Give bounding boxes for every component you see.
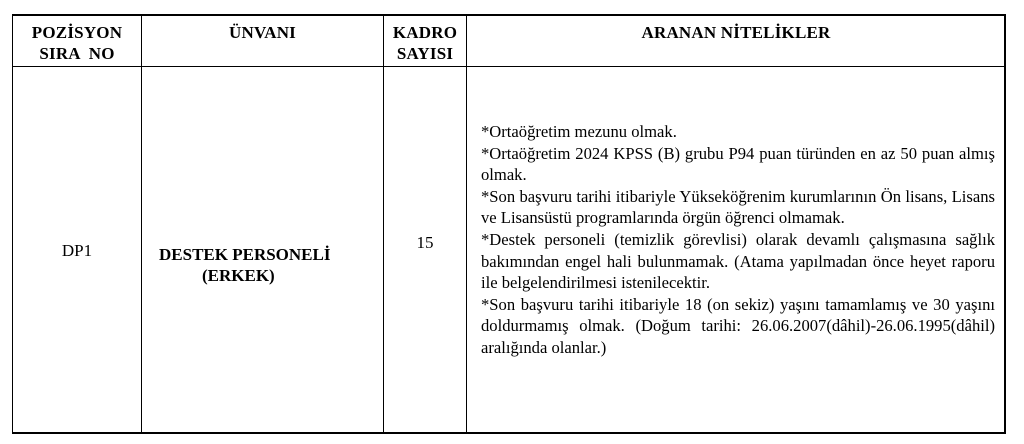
column-divider bbox=[383, 16, 384, 432]
header-title bbox=[142, 22, 383, 43]
qualification-item: *Son başvuru tarihi itibariyle Yükseköğrenim kurumlarının Ön lisans, Lisans ve Lisansüstü programlarında örgün öğrenci olmamak. bbox=[481, 186, 995, 228]
column-divider bbox=[466, 16, 467, 432]
header-count-line2: SAYISI bbox=[396, 44, 454, 63]
qualification-item: *Destek personeli (temizlik görevlisi) olarak devamlı çalışmasına sağlık bakımından engel hali bulunmamak. (Atama yapılmadan önce heyet raporu ile belgelendirilmesi istenilecektir. bbox=[481, 229, 995, 293]
header-count-line1: KADRO bbox=[392, 23, 458, 42]
header-divider bbox=[13, 66, 1004, 67]
qualification-item: *Ortaöğretim 2024 KPSS (B) grubu P94 puan türünden en az 50 puan almış olmak. bbox=[481, 143, 995, 185]
column-divider bbox=[141, 16, 142, 432]
cell-title-line1: DESTEK PERSONELİ bbox=[159, 245, 331, 264]
qualification-item: *Son başvuru tarihi itibariyle 18 (on sekiz) yaşını tamamlamış ve 30 yaşını doldurmamış olmak. (Doğum tarihi: 26.06.2007(dâhil)-26.06.1995(dâhil) aralığında olanlar.) bbox=[481, 294, 995, 357]
cell-count: 15 bbox=[416, 233, 434, 252]
header-qualifications-label: ARANAN NİTELİKLER bbox=[641, 23, 831, 42]
header-position-no bbox=[13, 22, 141, 64]
cell-title bbox=[153, 244, 383, 286]
header-title-label: ÜNVANI bbox=[228, 23, 296, 42]
cell-title-line2: (ERKEK) bbox=[202, 266, 275, 285]
header-qualifications bbox=[467, 22, 1005, 43]
qualification-item: *Ortaöğretim mezunu olmak. bbox=[481, 122, 677, 141]
header-count bbox=[384, 22, 466, 64]
header-position-no-line2: SIRA NO bbox=[39, 44, 115, 63]
header-position-no-line1: POZİSYON bbox=[31, 23, 123, 42]
cell-qualifications bbox=[481, 121, 995, 359]
cell-position-no: DP1 bbox=[61, 241, 93, 260]
requirements-table bbox=[12, 14, 1006, 434]
